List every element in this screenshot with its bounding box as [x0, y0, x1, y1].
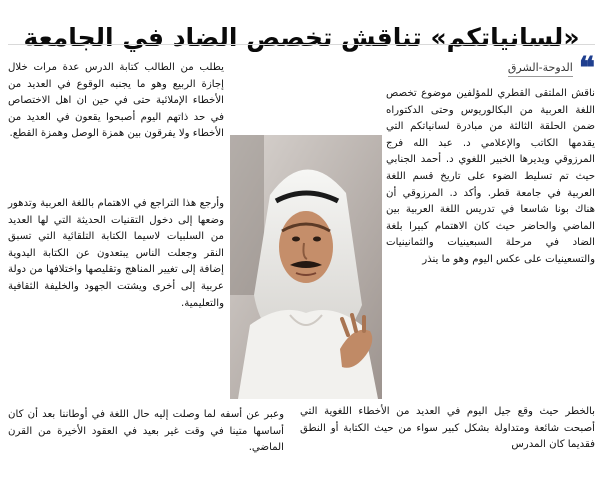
article-paragraph-right: ناقش الملتقى القطري للمؤلفين موضوع تخصص اللغة العربية من البكالوريوس وحتى الدكتوراه ضمن الحلقة الثالثة من مبادرة لسانياتكم التي يقدمها الكاتب والإعلامي د. عبد الله فرج المرزوقي ويديرها الخبير اللغوي د. أحمد الجنابي حيث تم تسليط الضوء على تاريخ قسم اللغة العربية في جامعة قطر. وأكد د. المرزوقي أن هناك بونا شاسعا في تدريس اللغة العربية بين الماضي والحاضر حيث كان الاهتمام كبيرا بلغة الضاد في مرحلة السبعينيات والثمانينيات والتسعينيات على عكس اليوم وهو ما ينذر — [386, 88, 595, 265]
article-paragraph-bottom-left: وعبر عن أسفه لما وصلت إليه حال اللغة في أوطاننا بعد أن كان أساسها متينا في وقت غير بعيد في العقود الأخيرة من القرن الماضي. — [8, 409, 284, 454]
headline: «لسانياتكم» تناقش تخصص الضاد في الجامعة — [23, 22, 580, 52]
article-paragraph-bottom-right: بالخطر حيث وقع جيل اليوم في العديد من الأخطاء اللغوية التي أصبحت شائعة ومتداولة بشكل كبير سواء من حيث الكتابة أو النطق فقديما كان المدرس — [300, 406, 595, 451]
byline — [507, 51, 595, 86]
headline-rule — [8, 44, 595, 45]
portrait-photo — [230, 135, 382, 399]
quote-mark-icon: ❝ — [578, 51, 595, 86]
byline-text: الدوحة-الشرق — [508, 61, 573, 77]
article-paragraph-left-2: وأرجع هذا التراجع في الاهتمام باللغة العربية وتدهور وضعها إلى دخول التقنيات الحديثة التي لها العديد من السلبيات لاسيما الكتابة التلقائية التي تسبق النقر وجعلت الناس يبتعدون عن الكتابة اليدوية إضافة إلى تغيير المناهج وتقليصها واختلافها من دولة عربية إلى أخرى ويشتت الجهود والخليفة الثقافية والتعليمية. — [8, 198, 224, 309]
article-paragraph-left-1: يطلب من الطالب كتابة الدرس عدة مرات خلال إجازة الربيع وهو ما يجنبه الوقوع في العديد من الأخطاء الإملائية حتى في حين ان اهل الاختصاص في حد ذاتهم اليوم أصبحوا يقعون في العديد من الأخطاء ولا يفرقون بين همزة الوصل وهمزة القطع. — [8, 62, 224, 140]
